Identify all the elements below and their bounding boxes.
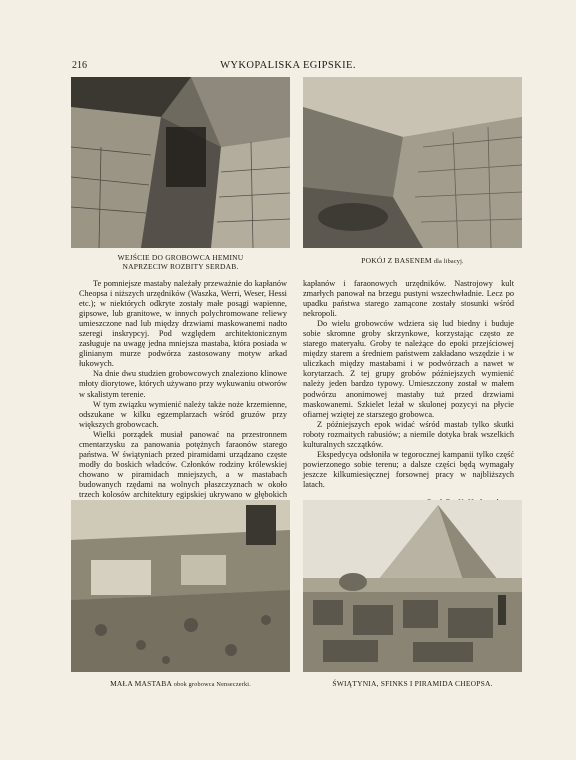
caption-line-2: NAPRZECIW ROZBITY SERDAB.	[122, 262, 239, 271]
caption-small: dla libacyj.	[433, 258, 464, 265]
caption-main: ŚWIĄTYNIA, SFINKS I PIRAMIDA CHEOPSA.	[332, 679, 493, 688]
paragraph: Z późniejszych epok widać wśród mastab tylko skutki roboty rozmaitych rabusiów; a niemile dotyka brak wszelkich kulturalnych szczątków.	[303, 419, 514, 449]
text-column-right	[303, 279, 514, 508]
caption-temple-sphinx-pyramid	[303, 679, 522, 688]
caption-small: obok grobowca Nenseczerki.	[173, 681, 251, 688]
photo-room-with-basin	[303, 77, 522, 248]
caption-main: MAŁA MASTABA	[110, 679, 172, 688]
caption-line-1: WEJŚCIE DO GROBOWCA HEMINU	[117, 253, 244, 262]
photo-tomb-entrance	[71, 77, 290, 248]
paragraph: kapłanów i faraonowych urzędników. Nastrojowy kult zmarłych panował na brzegu pustyni wszechwładnie. Lecz po upadku państwa starego zamącone zostały stosunki wśród nekropoli.	[303, 279, 514, 319]
paragraph: W tym związku wymienić należy także noże krzemienne, odszukane w kilku egzemplarzach wśród gruzów przy większych grobowcach.	[79, 399, 287, 429]
paragraph: Te pomniejsze mastaby należały przeważnie do kapłanów Cheopsa i niższych urzędników (Waszka, Werri, Weser, Hessi etc.); w niektórych odkryte zostały małe posągi wapienne, gipsowe, lub granitowe, w innych polychromowane reliewy umieszczone nad lub między drzwiami maskowanemi nadto szeregi inskrypcyj. Pod względem architektonicznym zasługuje na uwagę jedna mniejsza mastaba, która posiada w glinianym murze podwórza zastosowany motyw arkad łukowych.	[79, 279, 287, 369]
paragraph: Wielki porządek musiał panować na przestronnem cmentarzysku za panowania potężnych faraonów starego państwa. W świątyniach przed piramidami urządzano częste modły do boskich władców. Członków rodziny królewskiej chowano w piramidach mniejszych, a w mastabach budowanych rzędami na wolnych płaszczyznach w około trzech kolosów architektury egipskiej ukrywano w głębokich	[79, 429, 287, 499]
text-column-left	[79, 279, 287, 510]
running-title: WYKOPALISKA EGIPSKIE.	[220, 60, 356, 71]
caption-main: POKÓJ Z BASENEM	[361, 256, 432, 265]
paragraph: Do wielu grobowców wdziera się lud biedny i buduje sobie skromne groby skrzynkowe, korzystając często ze starego materyału. Groby te należące do epoki przejściowej między starem a średniem państwem zakładano wszędzie i w uliczkach między mastabami i w podwórzach a nawet w korytarzach. Z tej grupy grobów późniejszych wymienić należy jeden bardzo typowy. Umieszczony został w małem podwórzu anonimowej mastaby tuż przed drzwiami maskowanemi. Szkielet leżał w skulonej pozycyi na płycie ofiarnej wziętej ze starszego grobowca.	[303, 319, 514, 419]
caption-tomb-entrance	[71, 253, 290, 271]
caption-small-mastaba	[71, 679, 290, 689]
page-number: 216	[72, 60, 87, 71]
paragraph: Ekspedycya odsłoniła w tegorocznej kampanii tylko część powierzonego sobie terenu; a dalsze części będą wymagały jeszcze kilkumiesięcznej forsownej pracy w najbliższych latach.	[303, 449, 514, 489]
paragraph: Na dnie dwu studzien grobowcowych znaleziono klinowe młoty diorytowe, których używano przy wykuwaniu otworów w skalistym terenie.	[79, 369, 287, 399]
caption-room-with-basin	[303, 256, 522, 266]
photo-small-mastaba	[71, 500, 290, 672]
photo-temple-sphinx-pyramid	[303, 500, 522, 672]
